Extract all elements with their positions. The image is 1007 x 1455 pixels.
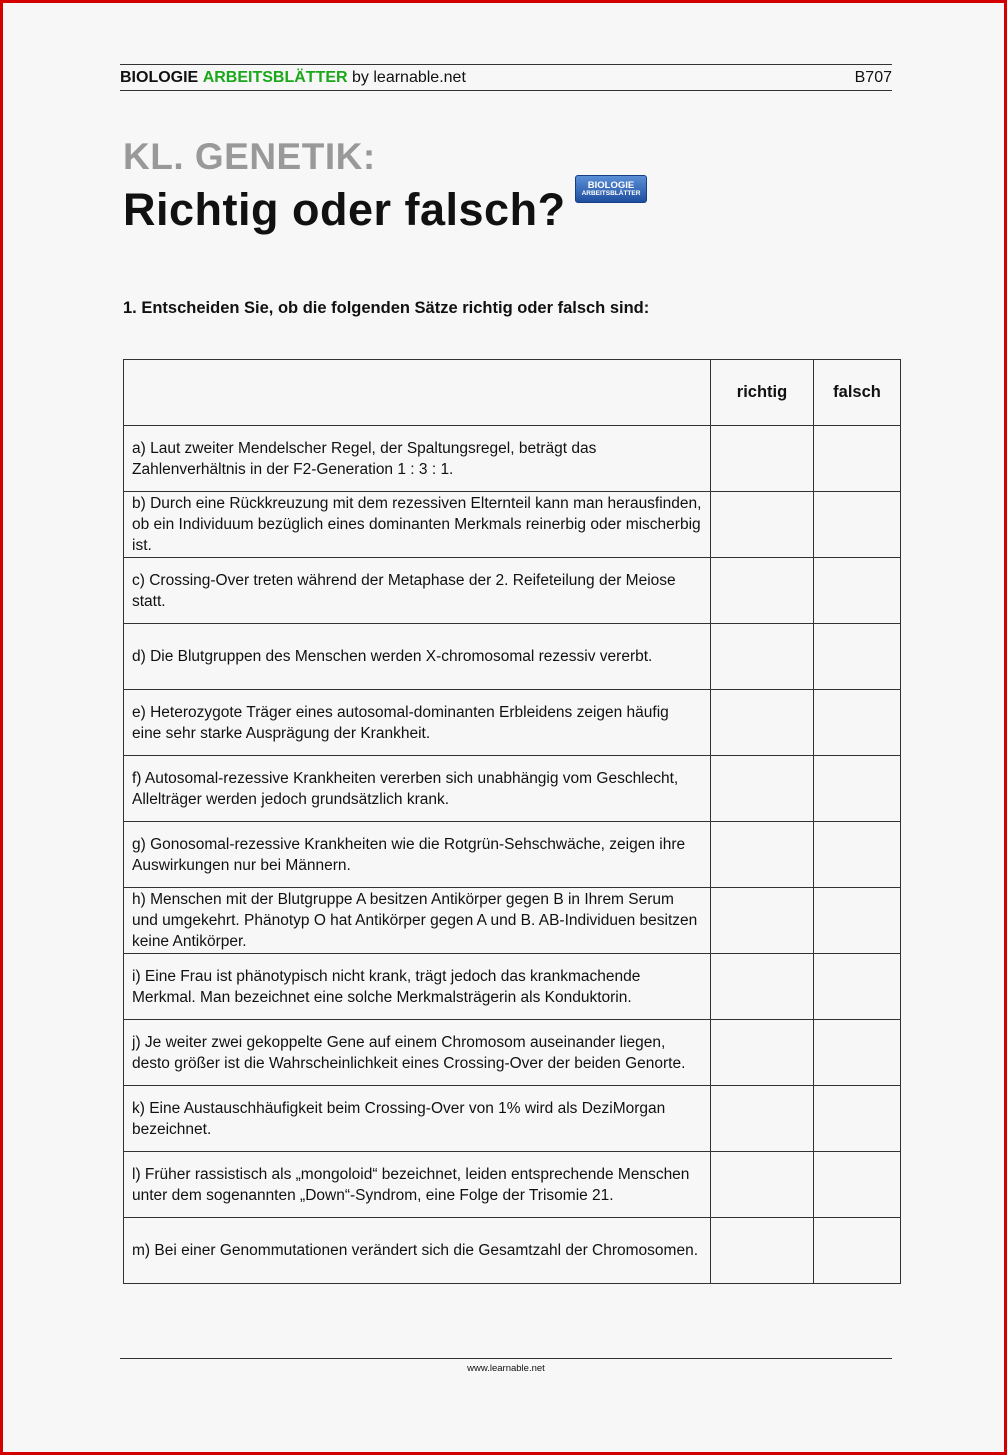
statement-rows — [124, 426, 901, 1284]
falsch-answer-cell[interactable] — [814, 1152, 901, 1218]
falsch-answer-cell[interactable] — [814, 492, 901, 558]
falsch-answer-cell[interactable] — [814, 1218, 901, 1284]
table-row — [124, 1152, 901, 1218]
statement-text: i) Eine Frau ist phänotypisch nicht krank, trägt jedoch das krankmachende Merkmal. Man bezeichnet eine solche Merkmalsträgerin als Konduktorin. — [124, 954, 711, 1020]
table-row — [124, 1020, 901, 1086]
richtig-answer-cell[interactable] — [711, 426, 814, 492]
statement-text: g) Gonosomal-rezessive Krankheiten wie die Rotgrün-Sehschwäche, zeigen ihre Auswirkungen nur bei Männern. — [124, 822, 711, 888]
table-row — [124, 690, 901, 756]
falsch-answer-cell[interactable] — [814, 558, 901, 624]
falsch-answer-cell[interactable] — [814, 624, 901, 690]
richtig-answer-cell[interactable] — [711, 690, 814, 756]
page-footer: www.learnable.net — [120, 1358, 892, 1374]
table-row — [124, 426, 901, 492]
falsch-answer-cell[interactable] — [814, 1020, 901, 1086]
page-header — [120, 64, 892, 91]
table-row — [124, 822, 901, 888]
richtig-answer-cell[interactable] — [711, 1086, 814, 1152]
header-brand — [120, 69, 466, 87]
falsch-answer-cell[interactable] — [814, 756, 901, 822]
brand-biologie: BIOLOGIE — [120, 68, 199, 86]
header-richtig: richtig — [711, 360, 814, 426]
statement-text: a) Laut zweiter Mendelscher Regel, der Spaltungsregel, beträgt das Zahlenverhältnis in der F2-Generation 1 : 3 : 1. — [124, 426, 711, 492]
falsch-answer-cell[interactable] — [814, 1086, 901, 1152]
logo-line2: ARBEITSBLÄTTER — [581, 190, 641, 197]
richtig-answer-cell[interactable] — [711, 954, 814, 1020]
brand-arbeitsblaetter: ARBEITSBLÄTTER — [202, 68, 348, 86]
richtig-answer-cell[interactable] — [711, 888, 814, 954]
worksheet-code: B707 — [854, 68, 892, 86]
statement-text: b) Durch eine Rückkreuzung mit dem rezessiven Elternteil kann man herausfinden, ob ein Individuum bezüglich eines dominanten Merkmals reinerbig oder mischerbig ist. — [124, 492, 711, 558]
statement-text: f) Autosomal-rezessive Krankheiten vererben sich unabhängig vom Geschlecht, Allelträger werden jedoch grundsätzlich krank. — [124, 756, 711, 822]
statement-text: j) Je weiter zwei gekoppelte Gene auf einem Chromosom auseinander liegen, desto größer ist die Wahrscheinlichkeit eines Crossing-Over der beiden Genorte. — [124, 1020, 711, 1086]
brand-by: by learnable.net — [352, 68, 466, 86]
table-row — [124, 954, 901, 1020]
falsch-answer-cell[interactable] — [814, 954, 901, 1020]
table-row — [124, 624, 901, 690]
header-empty-cell — [124, 360, 711, 426]
logo-line1: BIOLOGIE — [587, 179, 635, 191]
table-row — [124, 888, 901, 954]
richtig-answer-cell[interactable] — [711, 624, 814, 690]
statement-text: e) Heterozygote Träger eines autosomal-dominanten Erbleidens zeigen häufig eine sehr starke Ausprägung der Krankheit. — [124, 690, 711, 756]
page-title: Richtig oder falsch? — [123, 184, 566, 235]
falsch-answer-cell[interactable] — [814, 426, 901, 492]
richtig-answer-cell[interactable] — [711, 558, 814, 624]
richtig-answer-cell[interactable] — [711, 822, 814, 888]
falsch-answer-cell[interactable] — [814, 690, 901, 756]
table-row — [124, 756, 901, 822]
richtig-answer-cell[interactable] — [711, 1152, 814, 1218]
richtig-answer-cell[interactable] — [711, 1020, 814, 1086]
statement-text: d) Die Blutgruppen des Menschen werden X-chromosomal rezessiv vererbt. — [124, 624, 711, 690]
statement-text: l) Früher rassistisch als „mongoloid“ bezeichnet, leiden entsprechende Menschen unter dem sogenannten „Down“-Syndrom, eine Folge der Trisomie 21. — [124, 1152, 711, 1218]
biologie-logo-badge — [575, 175, 647, 203]
table-row — [124, 492, 901, 558]
statement-text: h) Menschen mit der Blutgruppe A besitzen Antikörper gegen B in Ihrem Serum und umgekehrt. Phänotyp O hat Antikörper gegen A und B. AB-Individuen besitzen keine Antikörper. — [124, 888, 711, 954]
header-falsch: falsch — [814, 360, 901, 426]
task-instruction: 1. Entscheiden Sie, ob die folgenden Sätze richtig oder falsch sind: — [123, 299, 650, 317]
table-header-row — [124, 360, 901, 426]
statement-text: c) Crossing-Over treten während der Metaphase der 2. Reifeteilung der Meiose statt. — [124, 558, 711, 624]
richtig-answer-cell[interactable] — [711, 492, 814, 558]
topic-kicker: KL. GENETIK: — [123, 136, 376, 177]
table-row — [124, 1086, 901, 1152]
richtig-answer-cell[interactable] — [711, 756, 814, 822]
falsch-answer-cell[interactable] — [814, 822, 901, 888]
table-row — [124, 1218, 901, 1284]
statement-text: k) Eine Austauschhäufigkeit beim Crossing-Over von 1% wird als DeziMorgan bezeichnet. — [124, 1086, 711, 1152]
statement-text: m) Bei einer Genommutationen verändert sich die Gesamtzahl der Chromosomen. — [124, 1218, 711, 1284]
richtig-answer-cell[interactable] — [711, 1218, 814, 1284]
true-false-table — [123, 359, 901, 1284]
table-row — [124, 558, 901, 624]
falsch-answer-cell[interactable] — [814, 888, 901, 954]
